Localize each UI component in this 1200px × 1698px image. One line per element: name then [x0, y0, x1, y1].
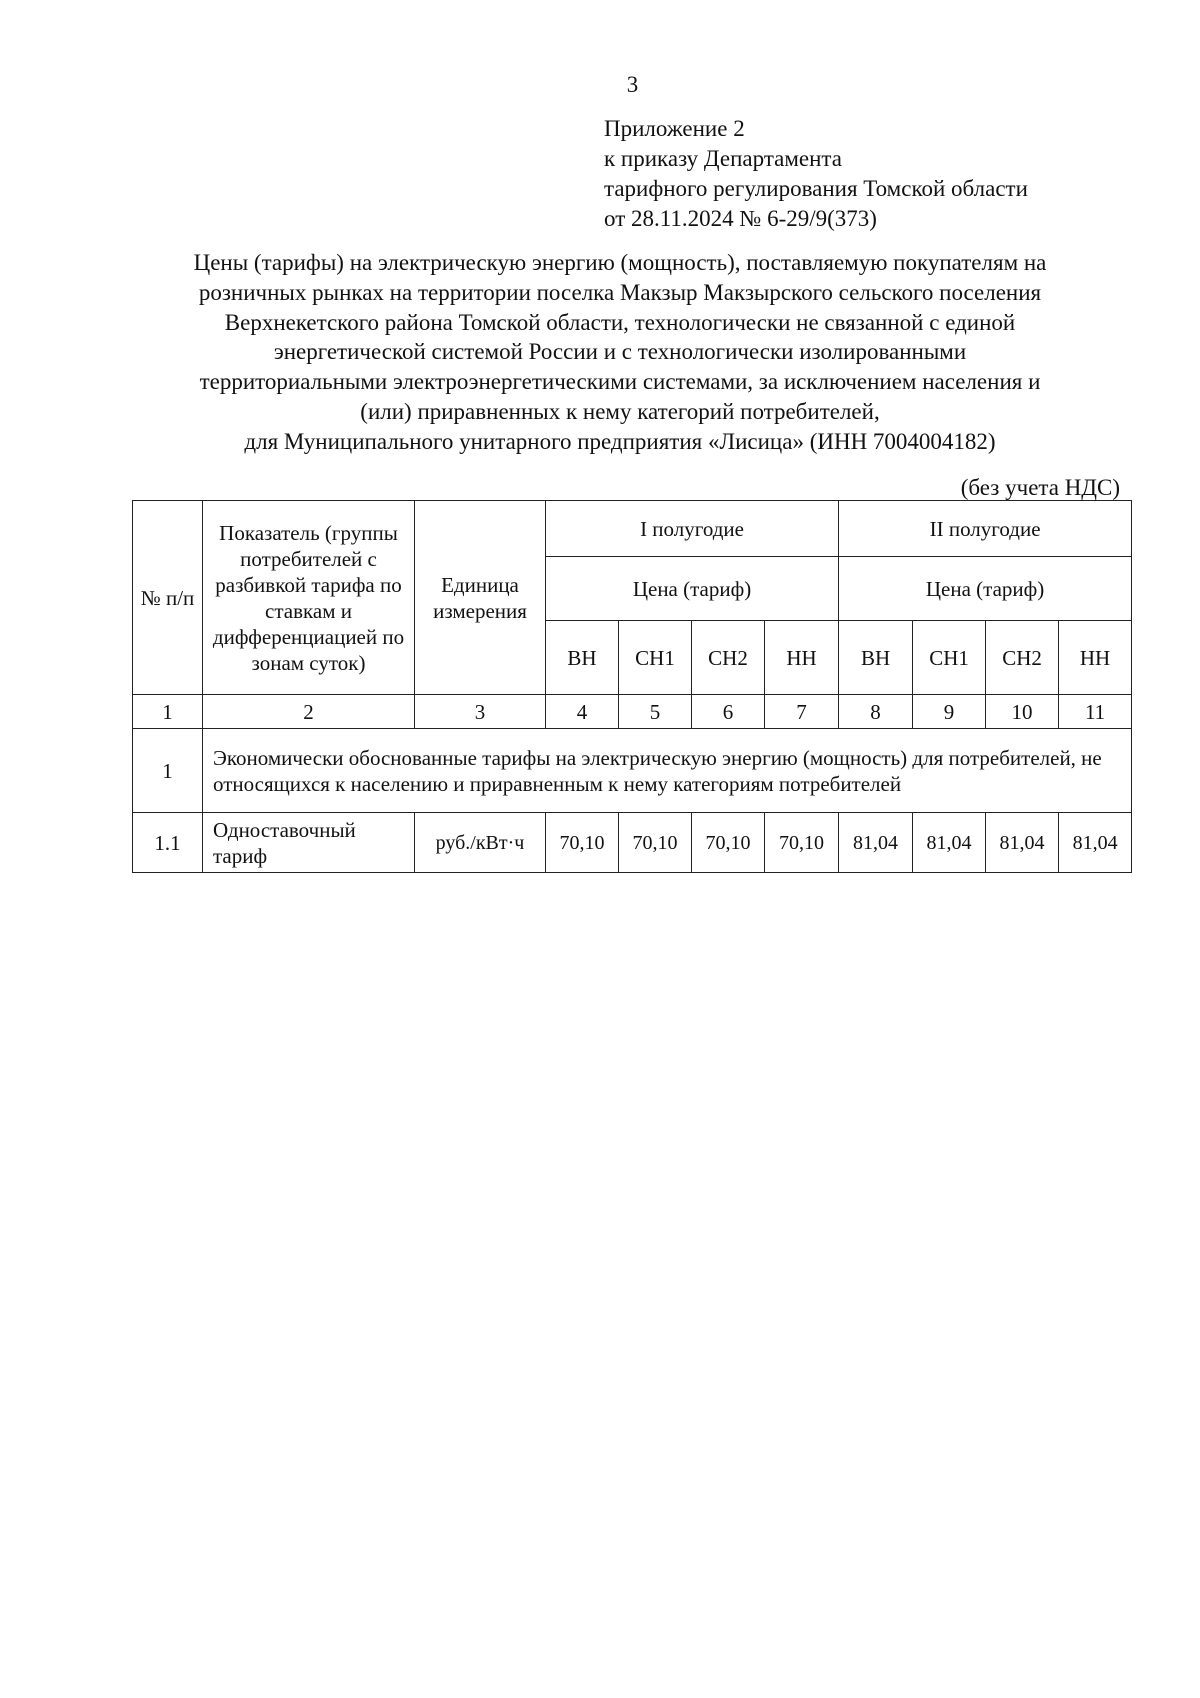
- header-level: СН2: [986, 621, 1059, 695]
- section-description: Экономически обоснованные тарифы на электрическую энергию (мощность) для потребителей, не относящихся к населению и приравненным к нему категориям потребителей: [203, 729, 1132, 813]
- row-name: Одноставочный тариф: [203, 813, 415, 873]
- tariff-value: 81,04: [1059, 813, 1132, 873]
- column-number: 5: [619, 695, 692, 729]
- column-number: 9: [913, 695, 986, 729]
- title-line: розничных рынках на территории поселка Макзыр Макзырского сельского поселения: [198, 279, 1042, 305]
- header-num: № п/п: [133, 501, 203, 695]
- title-line: энергетической системой России и с технологически изолированными: [273, 339, 967, 365]
- row-unit: руб./кВт·ч: [415, 813, 546, 873]
- appendix-line: от 28.11.2024 № 6-29/9(373): [604, 206, 877, 231]
- column-number: 10: [986, 695, 1059, 729]
- tariff-value: 81,04: [913, 813, 986, 873]
- header-level: СН1: [619, 621, 692, 695]
- title-line: для Муниципального унитарного предприятия «Лисица» (ИНН 7004004182): [244, 428, 996, 454]
- header-level: СН2: [692, 621, 765, 695]
- vat-note: (без учета НДС): [960, 475, 1120, 500]
- appendix-line: тарифного регулирования Томской области: [604, 176, 1028, 201]
- appendix-line: Приложение 2: [604, 116, 745, 141]
- header-level: ВН: [839, 621, 913, 695]
- column-number: 8: [839, 695, 913, 729]
- title-line: Верхнекетского района Томской области, технологически не связанной с единой: [224, 309, 1016, 335]
- tariff-value: 70,10: [692, 813, 765, 873]
- tariff-table: [132, 500, 1132, 873]
- header-unit: Единица измерения: [415, 501, 546, 695]
- tariff-value: 81,04: [839, 813, 913, 873]
- appendix-line: к приказу Департамента: [604, 146, 842, 171]
- header-level: НН: [1059, 621, 1132, 695]
- column-number: 11: [1059, 695, 1132, 729]
- column-number: 3: [415, 695, 546, 729]
- header-price1: Цена (тариф): [546, 557, 839, 621]
- tariff-value: 70,10: [546, 813, 619, 873]
- header-price2: Цена (тариф): [839, 557, 1132, 621]
- column-number: 7: [765, 695, 839, 729]
- header-half2: II полугодие: [839, 501, 1132, 557]
- header-half1: I полугодие: [546, 501, 839, 557]
- header-level: ВН: [546, 621, 619, 695]
- column-number: 1: [133, 695, 203, 729]
- title-line: территориальными электроэнергетическими системами, за исключением населения и: [199, 369, 1041, 395]
- column-number: 2: [203, 695, 415, 729]
- column-number: 6: [692, 695, 765, 729]
- row-num: 1.1: [133, 813, 203, 873]
- title-line: (или) приравненных к нему категорий потребителей,: [360, 398, 880, 424]
- tariff-value: 70,10: [619, 813, 692, 873]
- title-line: Цены (тарифы) на электрическую энергию (мощность), поставляемую покупателям на: [193, 250, 1047, 275]
- section-num: 1: [133, 729, 203, 813]
- table-row: [133, 813, 1132, 873]
- header-indicator: Показатель (группы потребителей с разбивкой тарифа по ставкам и дифференциацией по зонам суток): [203, 501, 415, 695]
- tariff-value: 81,04: [986, 813, 1059, 873]
- header-level: СН1: [913, 621, 986, 695]
- tariff-value: 70,10: [765, 813, 839, 873]
- page-number: 3: [626, 72, 639, 97]
- document-title: [120, 248, 1120, 457]
- appendix-block: [604, 114, 1028, 234]
- header-level: НН: [765, 621, 839, 695]
- column-number: 4: [546, 695, 619, 729]
